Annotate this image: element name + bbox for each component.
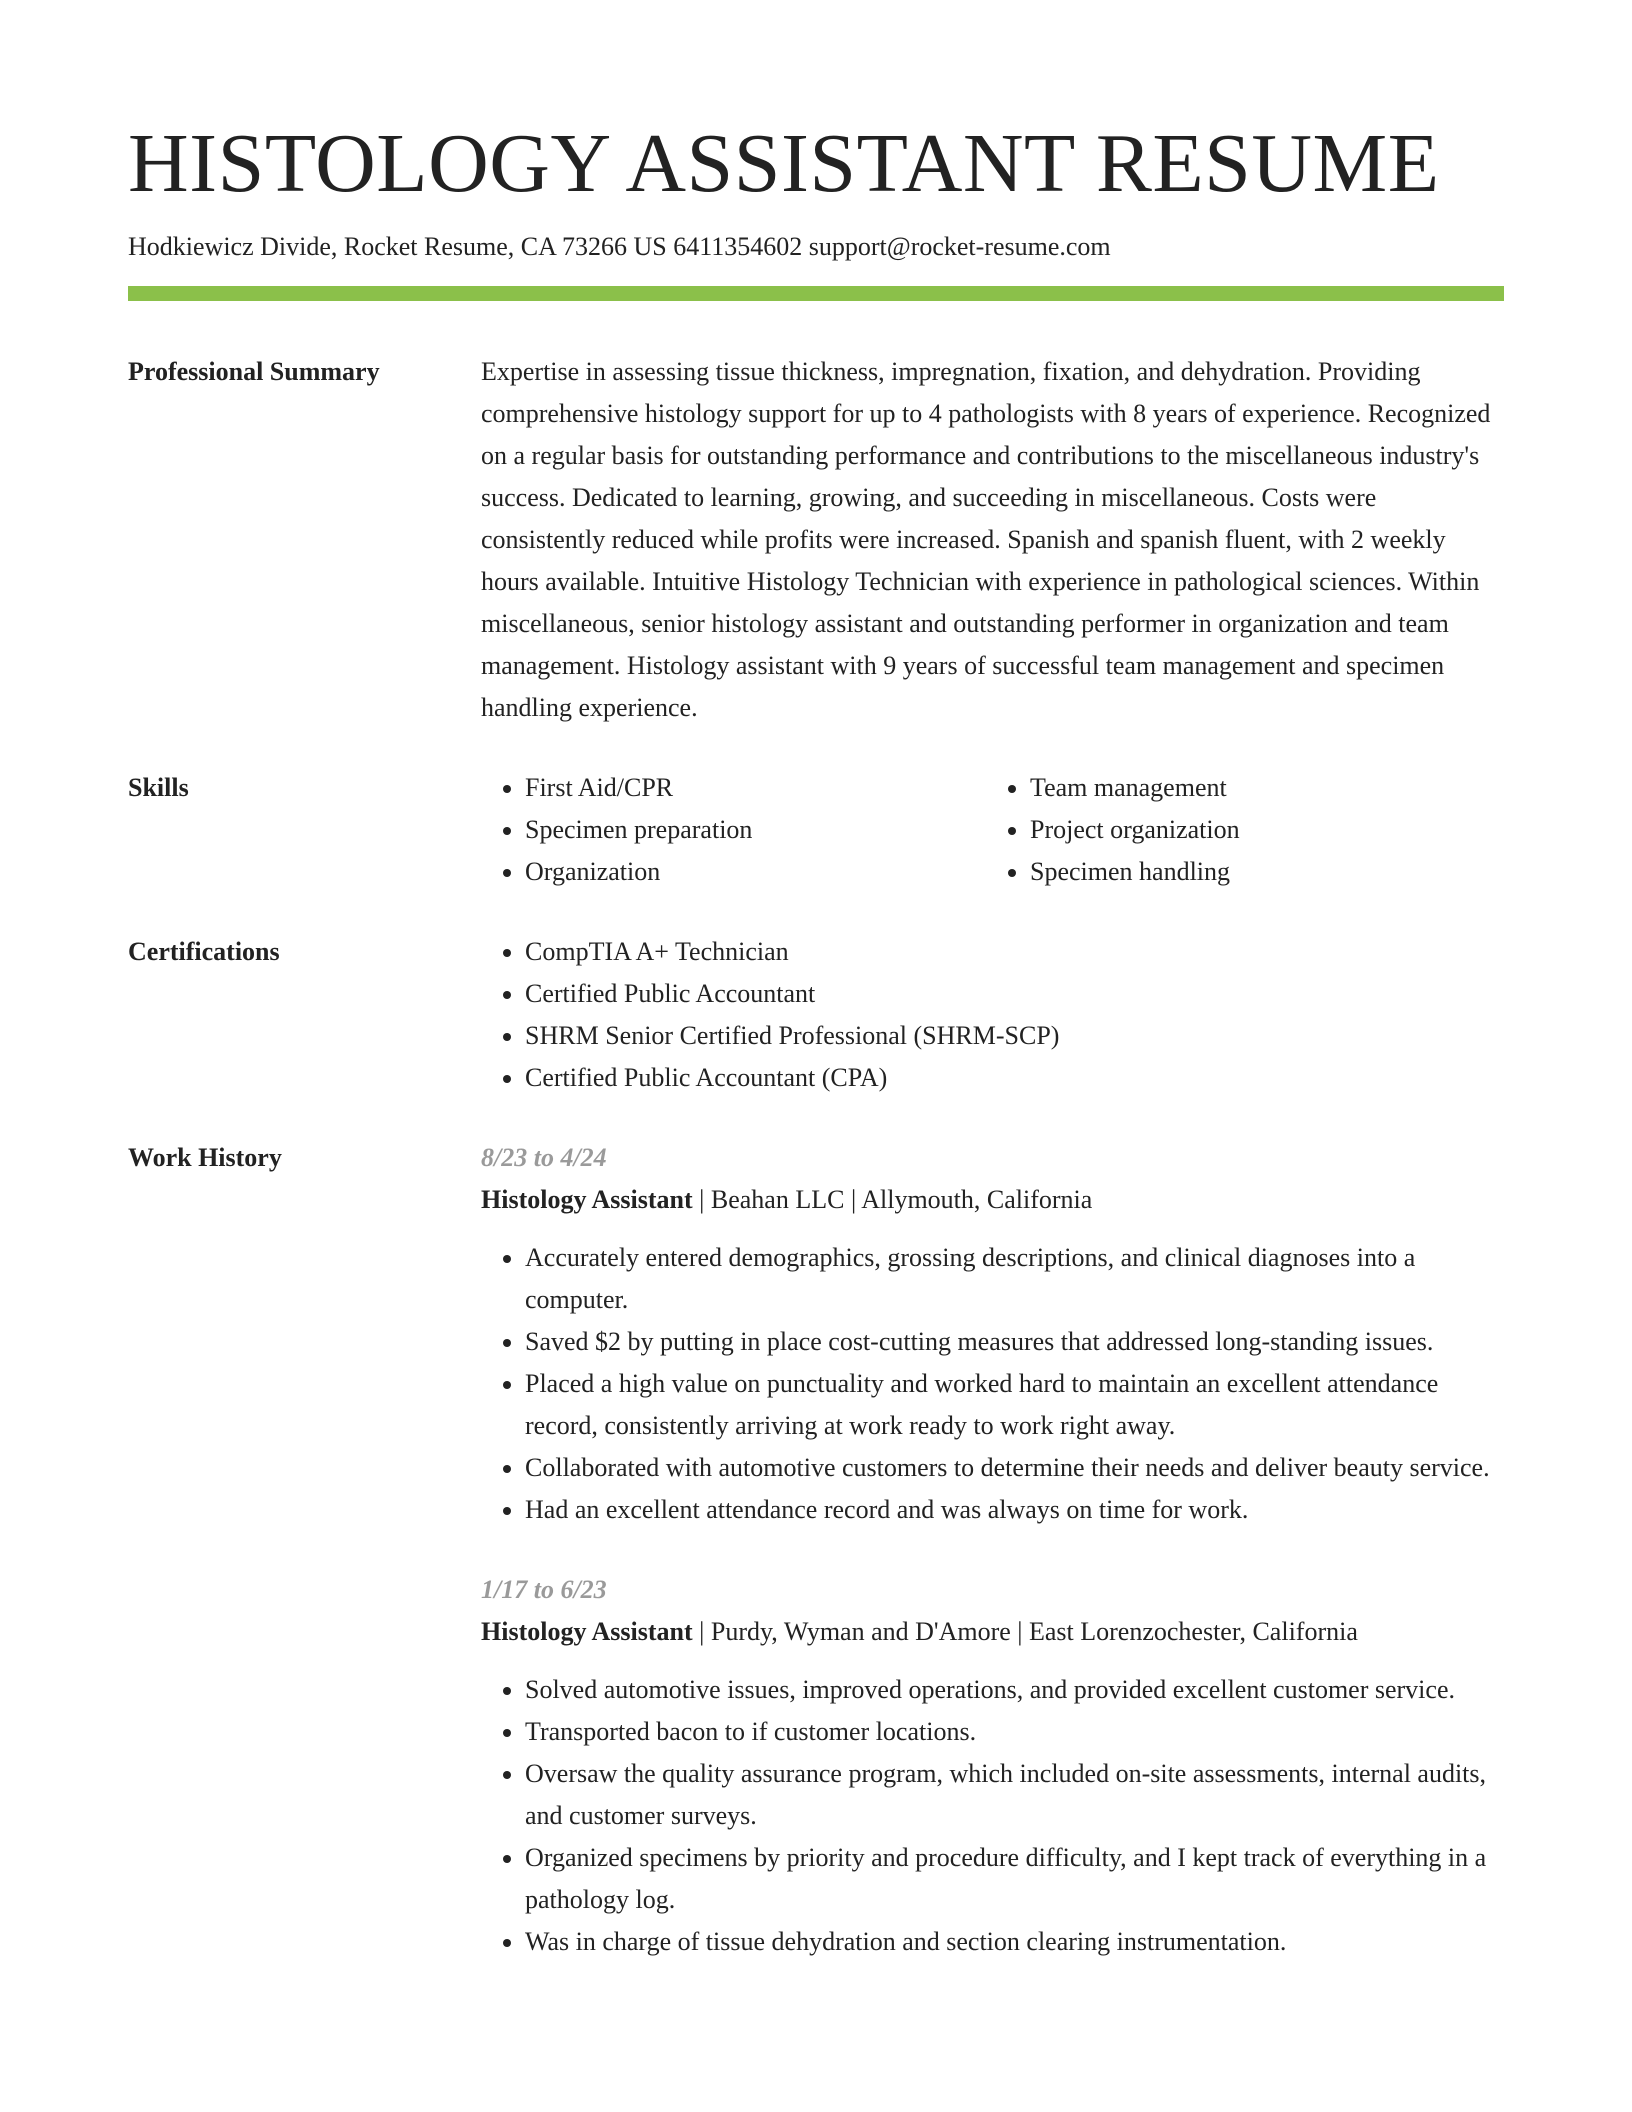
job-header xyxy=(481,1179,1504,1221)
job-title: Histology Assistant xyxy=(481,1616,693,1646)
certification-item: • CompTIA A+ Technician xyxy=(525,931,1504,973)
job-bullets xyxy=(481,1237,1504,1531)
summary-text: Expertise in assessing tissue thickness, impregnation, fixation, and dehydration. Providing comprehensive histology support for up to 4 pathologists with 8 years of experience. Recognized on a regular basis for outstanding performance and contributions to the miscellaneous industry's success. Dedicated to learning, growing, and succeeding in miscellaneous. Costs were consistently reduced while profits were increased. Spanish and spanish fluent, with 2 weekly hours available. Intuitive Histology Technician with experience in pathological sciences. Within miscellaneous, senior histology assistant and outstanding performer in organization and team management. Histology assistant with 9 years of successful team management and specimen handling experience. xyxy=(481,356,1491,722)
accent-divider xyxy=(128,286,1504,301)
job-bullet: • Saved $2 by putting in place cost-cutting measures that addressed long-standing issues. xyxy=(525,1321,1504,1363)
contact-line: Hodkiewicz Divide, Rocket Resume, CA 73266 US 6411354602 support@rocket-resume.com xyxy=(128,232,1111,262)
certification-item: • Certified Public Accountant xyxy=(525,973,1504,1015)
job-bullet: • Oversaw the quality assurance program, which included on-site assessments, internal audits, and customer surveys. xyxy=(525,1753,1504,1837)
skill-item: • Specimen preparation xyxy=(525,809,986,851)
work-history-label: Work History xyxy=(128,1142,282,1172)
skill-item: • First Aid/CPR xyxy=(525,767,986,809)
skills-grid xyxy=(481,767,1504,893)
work-history-body xyxy=(481,1137,1504,1963)
certifications-body xyxy=(481,931,1504,1099)
job-bullets xyxy=(481,1669,1504,1963)
job-separator: | xyxy=(692,1616,711,1646)
skill-item: • Team management xyxy=(1030,767,1491,809)
job-bullet: • Collaborated with automotive customers to determine their needs and deliver beauty service. xyxy=(525,1447,1504,1489)
job-bullet: • Accurately entered demographics, grossing descriptions, and clinical diagnoses into a computer. xyxy=(525,1237,1504,1321)
job-dates: 8/23 to 4/24 xyxy=(481,1142,607,1172)
job-company: Purdy, Wyman and D'Amore xyxy=(710,1616,1011,1646)
skills-column-right xyxy=(986,767,1491,893)
skills-section xyxy=(128,767,1504,893)
skills-column-left xyxy=(481,767,986,893)
job-bullet: • Transported bacon to if customer locations. xyxy=(525,1711,1504,1753)
skill-item: • Organization xyxy=(525,851,986,893)
skill-item: • Specimen handling xyxy=(1030,851,1491,893)
job-title: Histology Assistant xyxy=(481,1184,693,1214)
work-history-section xyxy=(128,1137,1504,1963)
job-separator: | xyxy=(844,1184,862,1214)
certification-item: • Certified Public Accountant (CPA) xyxy=(525,1057,1504,1099)
summary-body xyxy=(481,351,1504,729)
skills-list-right xyxy=(986,767,1491,893)
skill-item: • Project organization xyxy=(1030,809,1491,851)
skills-list-left xyxy=(481,767,986,893)
job-bullet: • Was in charge of tissue dehydration and section clearing instrumentation. xyxy=(525,1921,1504,1963)
job-location: East Lorenzochester, California xyxy=(1029,1616,1358,1646)
job-entry xyxy=(481,1137,1504,1531)
job-separator: | xyxy=(1010,1616,1029,1646)
certifications-list xyxy=(481,931,1504,1099)
resume-sections xyxy=(128,351,1504,1963)
skills-label: Skills xyxy=(128,772,189,802)
job-bullet: • Placed a high value on punctuality and worked hard to maintain an excellent attendance record, consistently arriving at work ready to work right away. xyxy=(525,1363,1504,1447)
job-dates: 1/17 to 6/23 xyxy=(481,1574,607,1604)
summary-label: Professional Summary xyxy=(128,356,380,386)
summary-section xyxy=(128,351,1504,729)
job-entry xyxy=(481,1569,1504,1963)
certifications-section xyxy=(128,931,1504,1099)
job-company: Beahan LLC xyxy=(710,1184,845,1214)
job-location: Allymouth, California xyxy=(861,1184,1093,1214)
resume-title: HISTOLOGY ASSISTANT RESUME xyxy=(128,117,1440,210)
job-bullet: • Organized specimens by priority and procedure difficulty, and I kept track of everything in a pathology log. xyxy=(525,1837,1504,1921)
job-header xyxy=(481,1611,1504,1653)
skills-body xyxy=(481,767,1504,893)
job-bullet: • Had an excellent attendance record and was always on time for work. xyxy=(525,1489,1504,1531)
job-bullet: • Solved automotive issues, improved operations, and provided excellent customer service. xyxy=(525,1669,1504,1711)
certifications-label: Certifications xyxy=(128,936,280,966)
certification-item: • SHRM Senior Certified Professional (SHRM-SCP) xyxy=(525,1015,1504,1057)
job-separator: | xyxy=(692,1184,711,1214)
